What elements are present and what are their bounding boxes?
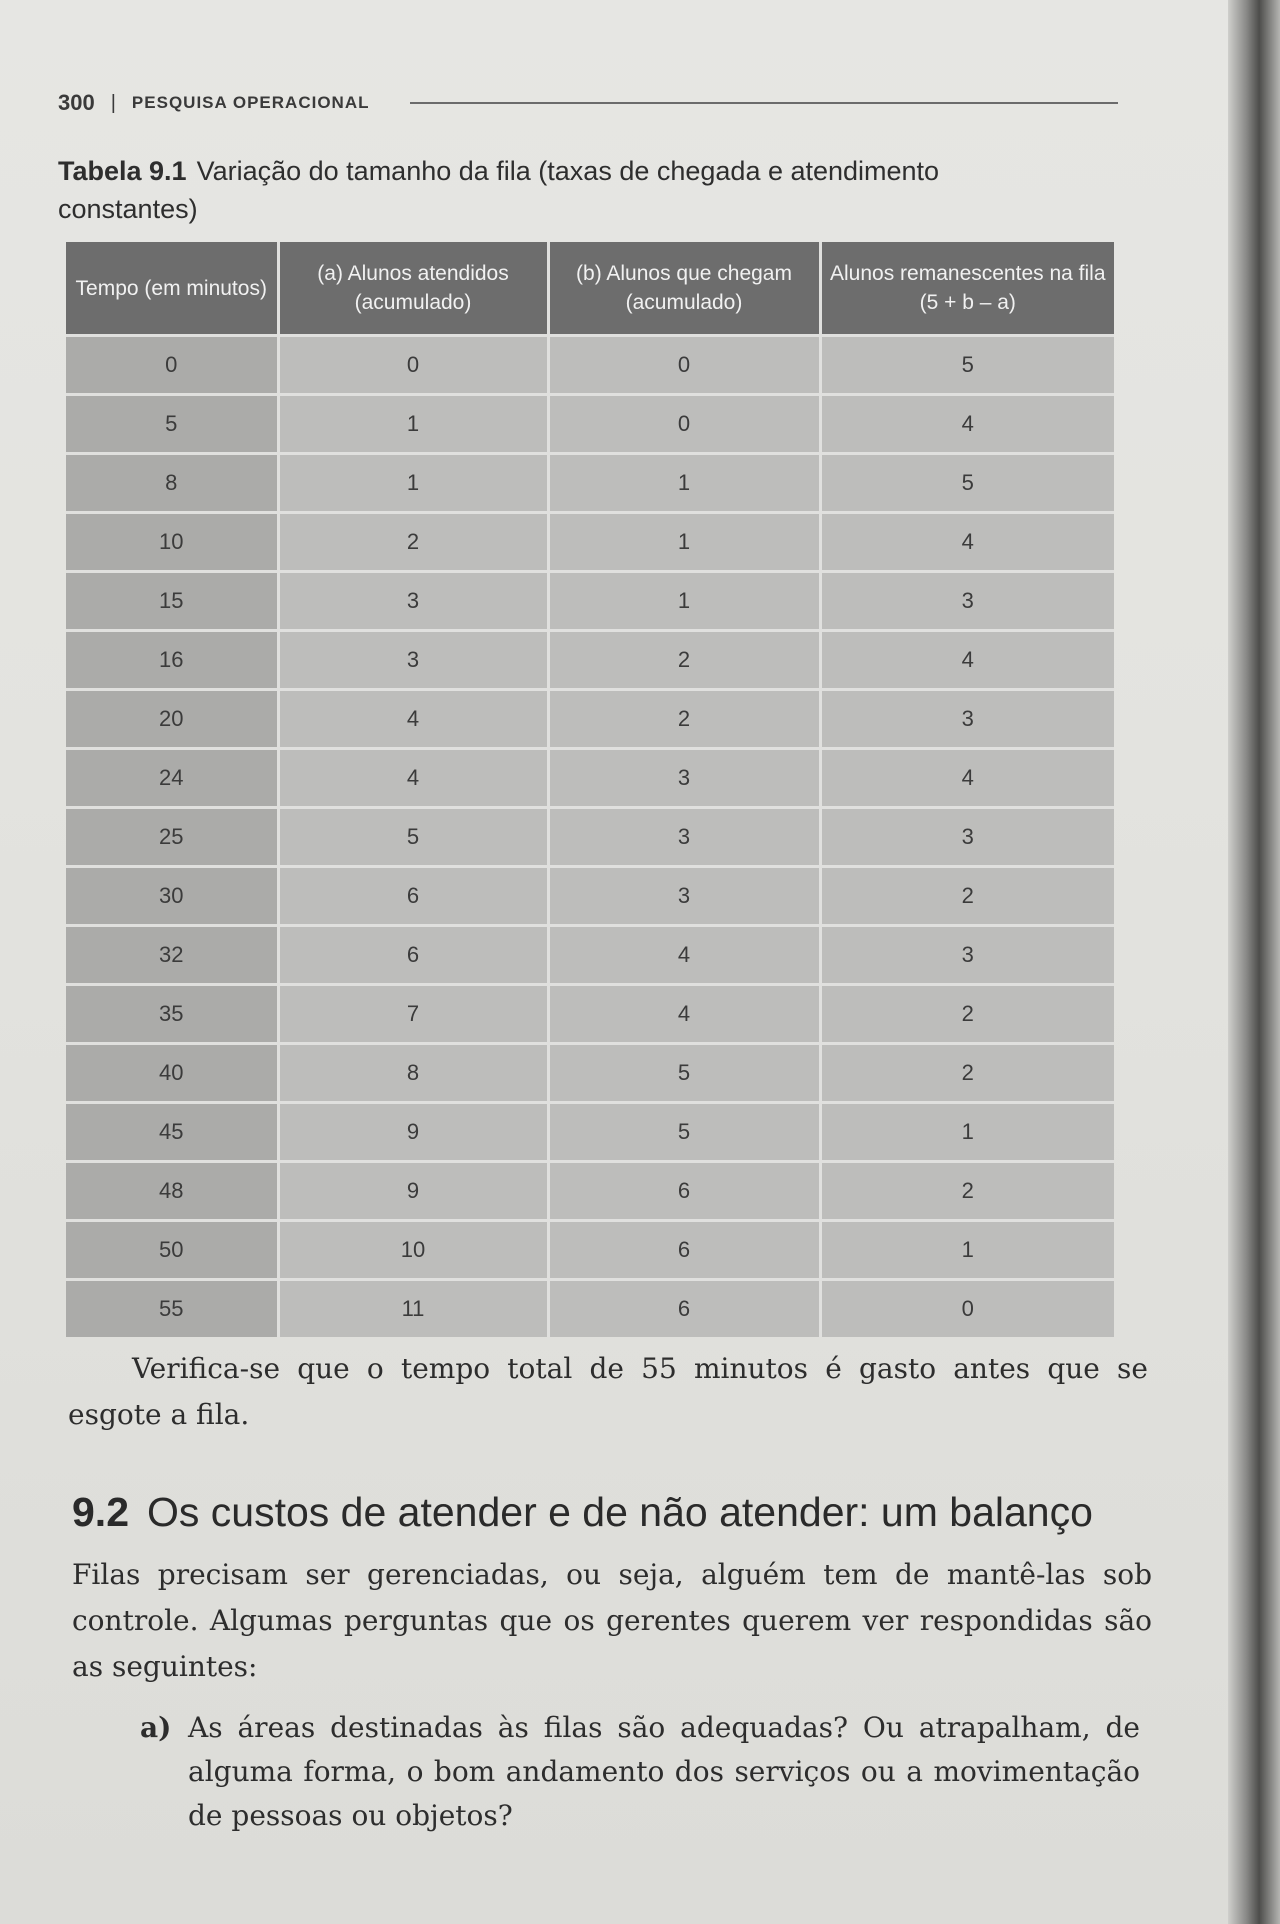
cell-time: 48 [66,1162,278,1221]
running-head [58,88,1118,118]
cell-served: 0 [278,336,548,395]
cell-time: 35 [66,985,278,1044]
cell-time: 25 [66,808,278,867]
cell-remaining: 3 [820,572,1114,631]
section-number: 9.2 [72,1489,129,1535]
list-item [140,1706,1140,1838]
queue-size-table [66,242,1114,1337]
header-remaining: Alunos remanescentes na fila (5 + b – a) [820,242,1114,336]
cell-time: 0 [66,336,278,395]
cell-arriving: 1 [548,454,820,513]
cell-time: 8 [66,454,278,513]
cell-time: 32 [66,926,278,985]
table-row [66,1103,1114,1162]
header-time: Tempo (em minutos) [66,242,278,336]
table-row [66,867,1114,926]
header-rule [410,102,1119,104]
cell-remaining: 4 [820,513,1114,572]
cell-time: 15 [66,572,278,631]
cell-arriving: 4 [548,985,820,1044]
cell-remaining: 4 [820,395,1114,454]
cell-remaining: 1 [820,1103,1114,1162]
table-row [66,985,1114,1044]
table-row [66,454,1114,513]
cell-served: 9 [278,1162,548,1221]
cell-arriving: 5 [548,1044,820,1103]
cell-time: 10 [66,513,278,572]
table-row [66,1044,1114,1103]
cell-remaining: 2 [820,1162,1114,1221]
book-title: PESQUISA OPERACIONAL [131,93,370,112]
table-row [66,336,1114,395]
cell-time: 50 [66,1221,278,1280]
cell-time: 20 [66,690,278,749]
table-caption [58,152,1078,228]
table-row [66,395,1114,454]
section-title: Os custos de atender e de não atender: um balanço [147,1489,1093,1535]
cell-arriving: 1 [548,572,820,631]
table-row [66,513,1114,572]
cell-served: 5 [278,808,548,867]
cell-arriving: 2 [548,690,820,749]
cell-remaining: 2 [820,867,1114,926]
cell-arriving: 3 [548,749,820,808]
cell-time: 24 [66,749,278,808]
cell-served: 8 [278,1044,548,1103]
table-row [66,1280,1114,1338]
cell-served: 1 [278,395,548,454]
cell-time: 16 [66,631,278,690]
cell-time: 45 [66,1103,278,1162]
cell-arriving: 3 [548,867,820,926]
cell-served: 1 [278,454,548,513]
cell-remaining: 1 [820,1221,1114,1280]
page-number: 300 [58,90,95,115]
paragraph-conclusion: Verifica-se que o tempo total de 55 minutos é gasto antes que se esgote a fila. [68,1352,1148,1431]
table-row [66,572,1114,631]
table-row [66,690,1114,749]
header-arriving: (b) Alunos que chegam (acumulado) [548,242,820,336]
cell-remaining: 3 [820,690,1114,749]
cell-arriving: 2 [548,631,820,690]
table-caption-text: Variação do tamanho da fila (taxas de chegada e atendimento constantes) [58,156,940,224]
table-body [66,336,1114,1338]
cell-served: 4 [278,690,548,749]
table-row [66,749,1114,808]
cell-time: 40 [66,1044,278,1103]
cell-served: 6 [278,867,548,926]
cell-served: 3 [278,631,548,690]
table-row [66,926,1114,985]
cell-time: 30 [66,867,278,926]
cell-remaining: 2 [820,1044,1114,1103]
cell-served: 7 [278,985,548,1044]
paragraph-intro: Filas precisam ser gerenciadas, ou seja, alguém tem de mantê-las sob controle. Algumas perguntas que os gerentes querem ver respondidas são as seguintes: [72,1558,1152,1683]
cell-served: 4 [278,749,548,808]
cell-remaining: 0 [820,1280,1114,1338]
book-spine-shadow [1228,0,1280,1924]
cell-remaining: 5 [820,336,1114,395]
cell-remaining: 4 [820,631,1114,690]
cell-arriving: 4 [548,926,820,985]
cell-arriving: 0 [548,336,820,395]
cell-remaining: 5 [820,454,1114,513]
list-item-marker: a) [140,1711,172,1744]
cell-arriving: 0 [548,395,820,454]
cell-remaining: 3 [820,808,1114,867]
cell-arriving: 6 [548,1162,820,1221]
table-caption-label: Tabela 9.1 [58,156,187,186]
cell-served: 11 [278,1280,548,1338]
cell-arriving: 1 [548,513,820,572]
cell-time: 55 [66,1280,278,1338]
cell-time: 5 [66,395,278,454]
cell-arriving: 6 [548,1221,820,1280]
cell-remaining: 2 [820,985,1114,1044]
table-row [66,1162,1114,1221]
cell-remaining: 4 [820,749,1114,808]
cell-arriving: 6 [548,1280,820,1338]
table-row [66,631,1114,690]
running-head-separator: | [110,91,116,114]
cell-served: 2 [278,513,548,572]
header-served: (a) Alunos atendidos (acumulado) [278,242,548,336]
section-heading [72,1486,1152,1538]
cell-served: 3 [278,572,548,631]
cell-served: 9 [278,1103,548,1162]
table-header-row [66,242,1114,336]
cell-remaining: 3 [820,926,1114,985]
cell-served: 10 [278,1221,548,1280]
cell-arriving: 3 [548,808,820,867]
list-item-text: As áreas destinadas às filas são adequadas? Ou atrapalham, de alguma forma, o bom andamento dos serviços ou a movimentação de pessoas ou objetos? [188,1711,1140,1832]
cell-served: 6 [278,926,548,985]
table-row [66,1221,1114,1280]
table-row [66,808,1114,867]
cell-arriving: 5 [548,1103,820,1162]
